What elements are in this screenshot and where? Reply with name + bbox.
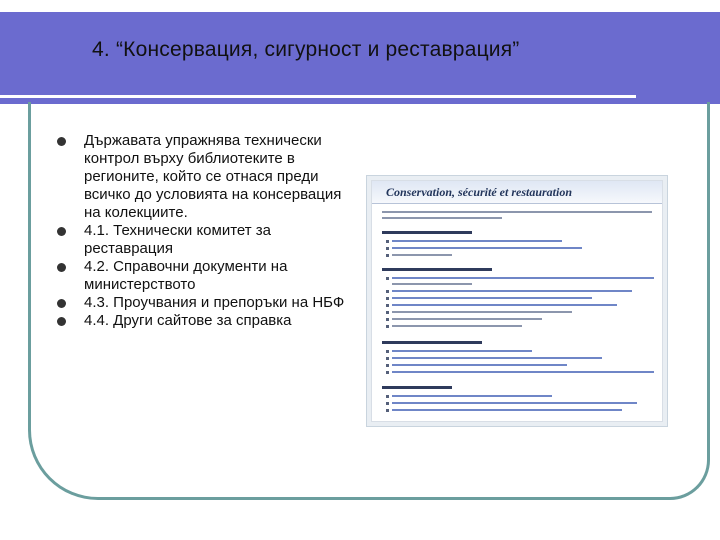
website-screenshot-page xyxy=(371,180,663,422)
bullet-item xyxy=(56,132,356,222)
slide-title: 4. “Консервация, сигурност и реставрация” xyxy=(92,38,520,61)
website-title-bar xyxy=(372,181,662,204)
bullet-item xyxy=(56,312,356,330)
list-bullet-icon xyxy=(386,364,389,367)
text-line xyxy=(392,318,542,320)
link-line xyxy=(392,240,562,242)
bullet-item xyxy=(56,294,356,312)
list-bullet-icon xyxy=(386,311,389,314)
text-line xyxy=(382,211,652,213)
section-heading xyxy=(382,386,452,389)
list-bullet-icon xyxy=(386,277,389,280)
bullet-text: 4.4. Други сайтове за справка xyxy=(84,312,292,329)
list-bullet-icon xyxy=(386,254,389,257)
bullet-text: Държавата упражнява технически контрол върху библиотеките в регионите, който се отнася преди всичко до условията на консервация на колекциите. xyxy=(84,132,342,221)
link-line xyxy=(392,357,602,359)
bullet-text: 4.3. Проучвания и препоръки на НБФ xyxy=(84,294,345,311)
list-bullet-icon xyxy=(386,304,389,307)
link-line xyxy=(392,350,532,352)
link-line xyxy=(392,247,582,249)
link-line xyxy=(392,364,567,366)
list-bullet-icon xyxy=(386,371,389,374)
bullet-text: 4.2. Справочни документи на министерството xyxy=(84,258,288,293)
link-line xyxy=(392,402,637,404)
bullet-list xyxy=(56,132,356,330)
list-bullet-icon xyxy=(386,395,389,398)
list-bullet-icon xyxy=(386,409,389,412)
list-bullet-icon xyxy=(386,402,389,405)
link-line xyxy=(392,290,632,292)
bullet-dot-icon xyxy=(57,317,66,326)
link-line xyxy=(392,277,654,279)
website-title: Conservation, sécurité et restauration xyxy=(386,185,573,199)
link-line xyxy=(392,395,552,397)
bullet-item xyxy=(56,258,356,294)
list-bullet-icon xyxy=(386,240,389,243)
bullet-dot-icon xyxy=(57,263,66,272)
list-bullet-icon xyxy=(386,318,389,321)
bullet-dot-icon xyxy=(57,299,66,308)
section-heading xyxy=(382,268,492,271)
title-underline xyxy=(0,95,636,98)
text-line xyxy=(392,311,572,313)
website-screenshot xyxy=(366,175,668,427)
text-line xyxy=(392,254,452,256)
list-bullet-icon xyxy=(386,290,389,293)
text-line xyxy=(392,283,472,285)
text-line xyxy=(382,217,502,219)
link-line xyxy=(392,297,592,299)
list-bullet-icon xyxy=(386,350,389,353)
link-line xyxy=(392,371,654,373)
link-line xyxy=(392,409,622,411)
list-bullet-icon xyxy=(386,325,389,328)
list-bullet-icon xyxy=(386,357,389,360)
list-bullet-icon xyxy=(386,297,389,300)
bullet-item xyxy=(56,222,356,258)
text-line xyxy=(392,325,522,327)
header-notch xyxy=(678,12,720,104)
bullet-dot-icon xyxy=(57,227,66,236)
link-line xyxy=(392,304,617,306)
bullet-text: 4.1. Технически комитет за реставрация xyxy=(84,222,272,257)
list-bullet-icon xyxy=(386,247,389,250)
section-heading xyxy=(382,341,482,344)
bullet-dot-icon xyxy=(57,137,66,146)
section-heading xyxy=(382,231,472,234)
